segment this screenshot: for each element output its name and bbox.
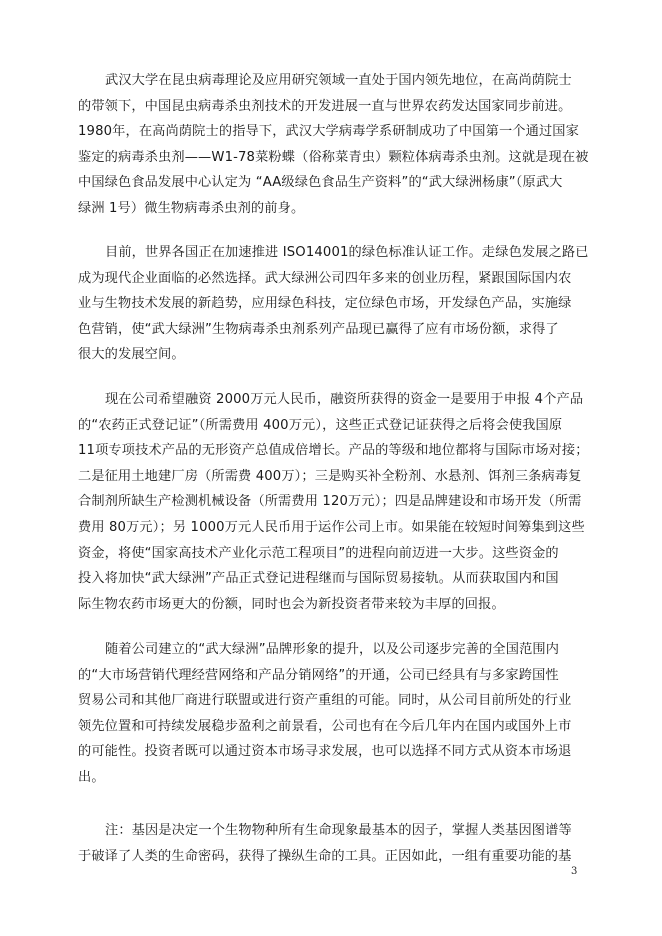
paragraph-line: 的可能性。投资者既可以通过资本市场寻求发展，也可以选择不同方式从资本市场退 [78,744,572,760]
paragraph-3 [78,387,588,617]
paragraph-line: 于破译了人类的生命密码，获得了操纵生命的工具。正因如此，一组有重要功能的基 [78,848,572,864]
paragraph-line: 合制剂所缺生产检测机械设备（所需费用 120万元）；四是品牌建设和市场开发（所需 [78,494,582,510]
paragraph-line: 费用 80万元）；另 1000万元人民币用于运作公司上市。如果能在较短时间筹集到这些 [78,519,585,535]
paragraph-line: 色营销，使“武大绿洲”生物病毒杀虫剂系列产品现已赢得了应有市场份额，求得了 [78,321,559,337]
paragraph-line: 业与生物技术发展的新趋势，应用绿色科技，定位绿色市场，开发绿色产品，实施绿 [78,296,572,312]
paragraph-line: 目前，世界各国正在加速推进 ISO14001的绿色标准认证工作。走绿色发展之路已 [105,245,589,260]
paragraph-line: 二是征用土地建厂房（所需费 400万）；三是购买补全粉剂、水悬剂、饵剂三条病毒复 [78,468,582,484]
paragraph-line: 际生物农药市场更大的份额，同时也会为新投资者带来较为丰厚的回报。 [78,596,505,612]
paragraph-line: 投入将加快“武大绿洲”产品正式登记进程继而与国际贸易接轨。从而获取国内和国 [78,571,559,587]
paragraph-line: 的“农药正式登记证”（所需费用 400万元），这些正式登记证获得之后将会使我国原 [78,417,563,433]
page-number: 3 [571,866,578,877]
paragraph-line: 成为现代企业面临的必然选择。武大绿洲公司四年多来的创业历程，紧跟国际国内农 [78,270,572,286]
paragraph-line: 现在公司希望融资 2000万元人民币，融资所获得的资金一是要用于申报 4个产品 [105,392,584,407]
paragraph-line: 的“大市场营销代理经营网络和产品分销网络”的开通，公司已经具有与多家跨国性 [78,667,559,683]
paragraph-2 [78,240,588,368]
paragraph-line: 资金，将使“国家高技术产业化示范工程项目”的进程向前迈进一大步。这些资金的 [78,545,559,561]
paragraph-4 [78,637,588,791]
paragraph-line: 1980年，在高尚荫院士的指导下，武汉大学病毒学系研制成功了中国第一个通过国家 [78,124,579,140]
paragraph-line: 注：基因是决定一个生物物种所有生命现象最基本的因子，掌握人类基因图谱等 [105,823,572,838]
paragraph-line: 领先位置和可持续发展稳步盈利之前景看，公司也有在今后几年内在国内或国外上市 [78,718,572,734]
paragraph-line: 中国绿色食品发展中心认定为 “AA级绿色食品生产资料”的“武大绿洲杨康”（原武大 [78,175,563,191]
paragraph-line: 的带领下，中国昆虫病毒杀虫剂技术的开发进展一直与世界农药发达国家同步前进。 [78,98,572,114]
paragraph-line: 11项专项技术产品的无形资产总值成倍增长。产品的等级和地位都将与国际市场对接； [78,443,589,459]
paragraph-1 [78,68,588,222]
paragraph-5 [78,818,588,869]
paragraph-line: 鉴定的病毒杀虫剂——W1-78菜粉蝶（俗称菜青虫）颗粒体病毒杀虫剂。这就是现在被 [78,149,589,165]
paragraph-line: 绿洲 1号）微生物病毒杀虫剂的前身。 [78,200,305,216]
paragraph-line: 武汉大学在昆虫病毒理论及应用研究领域一直处于国内领先地位，在高尚荫院士 [105,73,572,88]
paragraph-line: 出。 [78,769,105,785]
paragraph-line: 贸易公司和其他厂商进行联盟或进行资产重组的可能。同时，从公司目前所处的行业 [78,693,572,709]
paragraph-line: 随着公司建立的“武大绿洲”品牌形象的提升，以及公司逐步完善的全国范围内 [105,642,560,657]
paragraph-line: 很大的发展空间。 [78,347,185,363]
